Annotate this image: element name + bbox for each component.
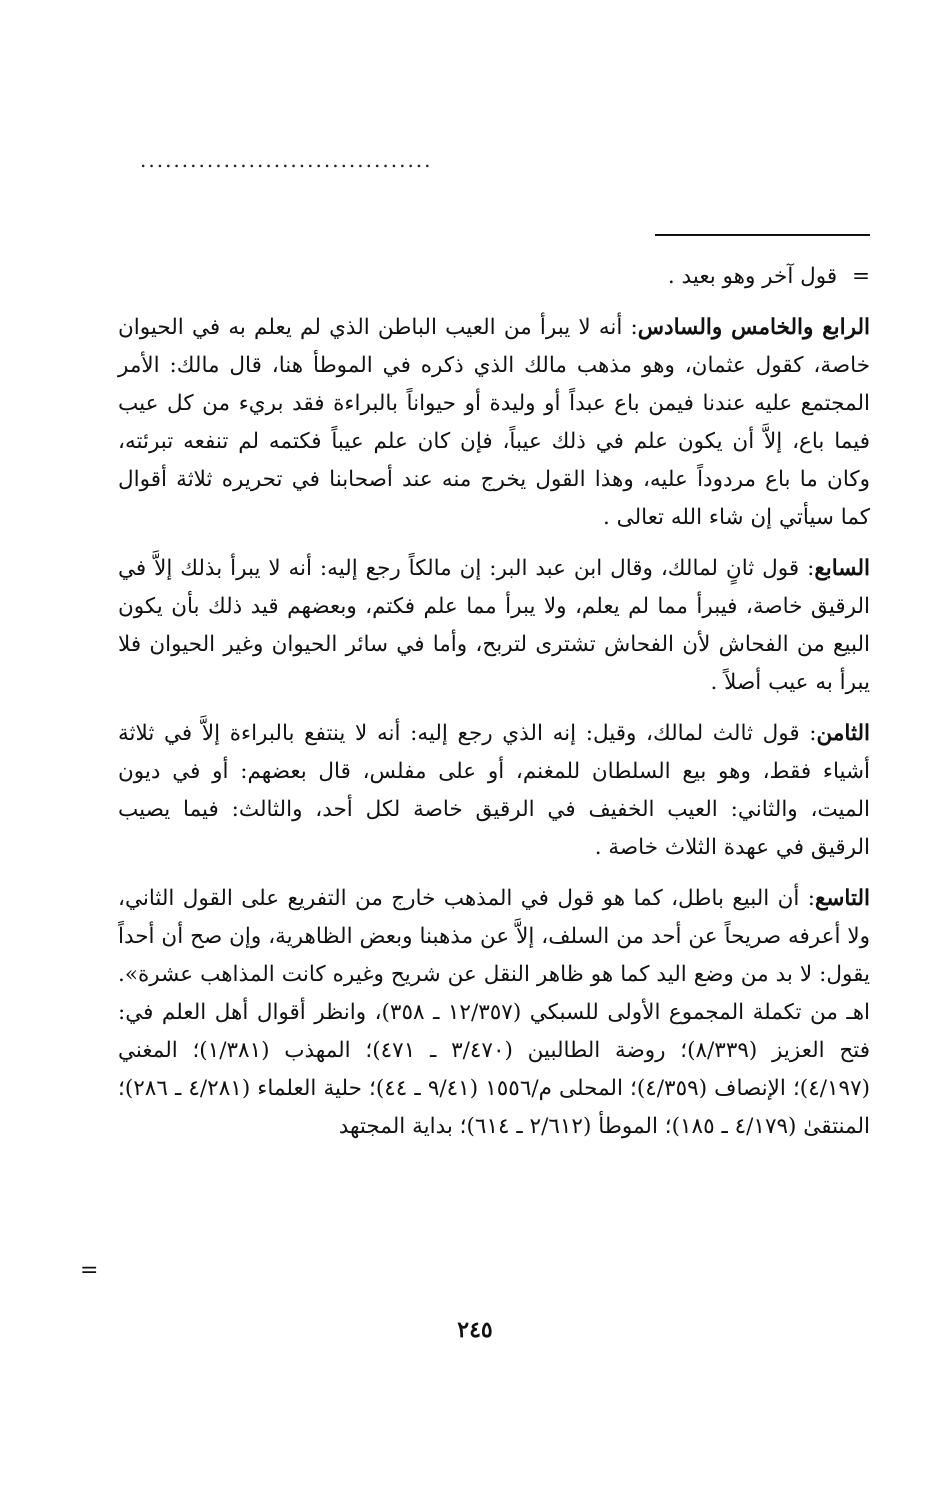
paragraph-8 <box>118 715 870 867</box>
paragraph-9 <box>118 880 870 1146</box>
paragraph-7 <box>118 550 870 702</box>
paragraph-text: قول آخر وهو بعيد . <box>667 264 838 289</box>
paragraph-lead: السابع <box>814 556 870 581</box>
paragraph-lead: الثامن <box>816 721 870 746</box>
paragraph-intro <box>118 258 870 296</box>
paragraph-text: : قول ثالث لمالك، وقيل: إنه الذي رجع إليه: أنه لا ينتفع بالبراءة إلاَّ في ثلاثة أشياء فقط، وهو بيع السلطان للمغنم، أو على مفلس، قال بعضهم: أو في ديون الميت، والثاني: العيب الخفيف في الرقيق خاصة لكل أحد، والثالث: فيما يصيب الرقيق في عهدة الثلاث خاصة . <box>118 721 870 860</box>
paragraph-text: : أنه لا يبرأ من العيب الباطن الذي لم يعلم به في الحيوان خاصة، كقول عثمان، وهو مذهب مالك الذي ذكره في الموطأ هنا، قال مالك: الأمر المجتمع عليه عندنا فيمن باع عبداً أو وليدة أو حيواناً بالبراءة فقد بريء من كل عيب فيما باع، إلاَّ أن يكون علم في ذلك عيباً، فإن كان علم عيباً فكتمه لم تنفعه تبرئته، وكان ما باع مردوداً عليه، وهذا القول يخرج منه عند أصحابنا في تحريره ثلاثة أقوال كما سيأتي إن شاء الله تعالى . <box>118 315 870 530</box>
footnote-text <box>118 258 870 1159</box>
paragraph-lead: الرابع والخامس والسادس <box>637 315 870 340</box>
continuation-mark-start: = <box>851 264 870 289</box>
paragraph-lead: التاسع <box>814 886 870 911</box>
paragraph-4-5-6 <box>118 309 870 537</box>
paragraph-text: : أن البيع باطل، كما هو قول في المذهب خارج من التفريع على القول الثاني، ولا أعرفه صريحاً عن أحد من السلف، إلاَّ عن مذهبنا وبعض الظاهرية، وإن صح أن أحداً يقول: لا بد من وضع اليد كما هو ظاهر النقل عن شريح وغيره كانت المذاهب عشرة». اهـ من تكملة المجموع الأولى للسبكي (١٢/٣٥٧ ـ ٣٥٨)، وانظر أقوال أهل العلم في: فتح العزيز (٨/٣٣٩)؛ روضة الطالبين (٣/٤٧٠ ـ ٤٧١)؛ المهذب (١/٣٨١)؛ المغني (٤/١٩٧)؛ الإنصاف (٤/٣٥٩)؛ المحلى م/١٥٥٦ (٩/٤١ ـ ٤٤)؛ حلية العلماء (٤/٢٨١ ـ ٢٨٦)؛ المنتقىٰ (٤/١٧٩ ـ ١٨٥)؛ الموطأ (٢/٦١٢ ـ ٦١٤)؛ بداية المجتهد <box>118 886 871 1139</box>
separator-dots: ................................... <box>140 148 433 172</box>
paragraph-text: : قول ثانٍ لمالك، وقال ابن عبد البر: إن مالكاً رجع إليه: أنه لا يبرأ بذلك إلاَّ في الرقيق خاصة، فيبرأ مما لم يعلم، ولا يبرأ مما علم فكتم، وبعضهم قيد ذلك بأن يكون البيع من الفحاش لأن الفحاش تشترى لتربح، وأما في سائر الحيوان وغير الحيوان فلا يبرأ به عيب أصلاً . <box>118 556 870 695</box>
footnote-rule <box>655 234 870 236</box>
continuation-mark-end: = <box>80 1258 99 1283</box>
page-number: ٢٤٥ <box>457 1317 493 1343</box>
